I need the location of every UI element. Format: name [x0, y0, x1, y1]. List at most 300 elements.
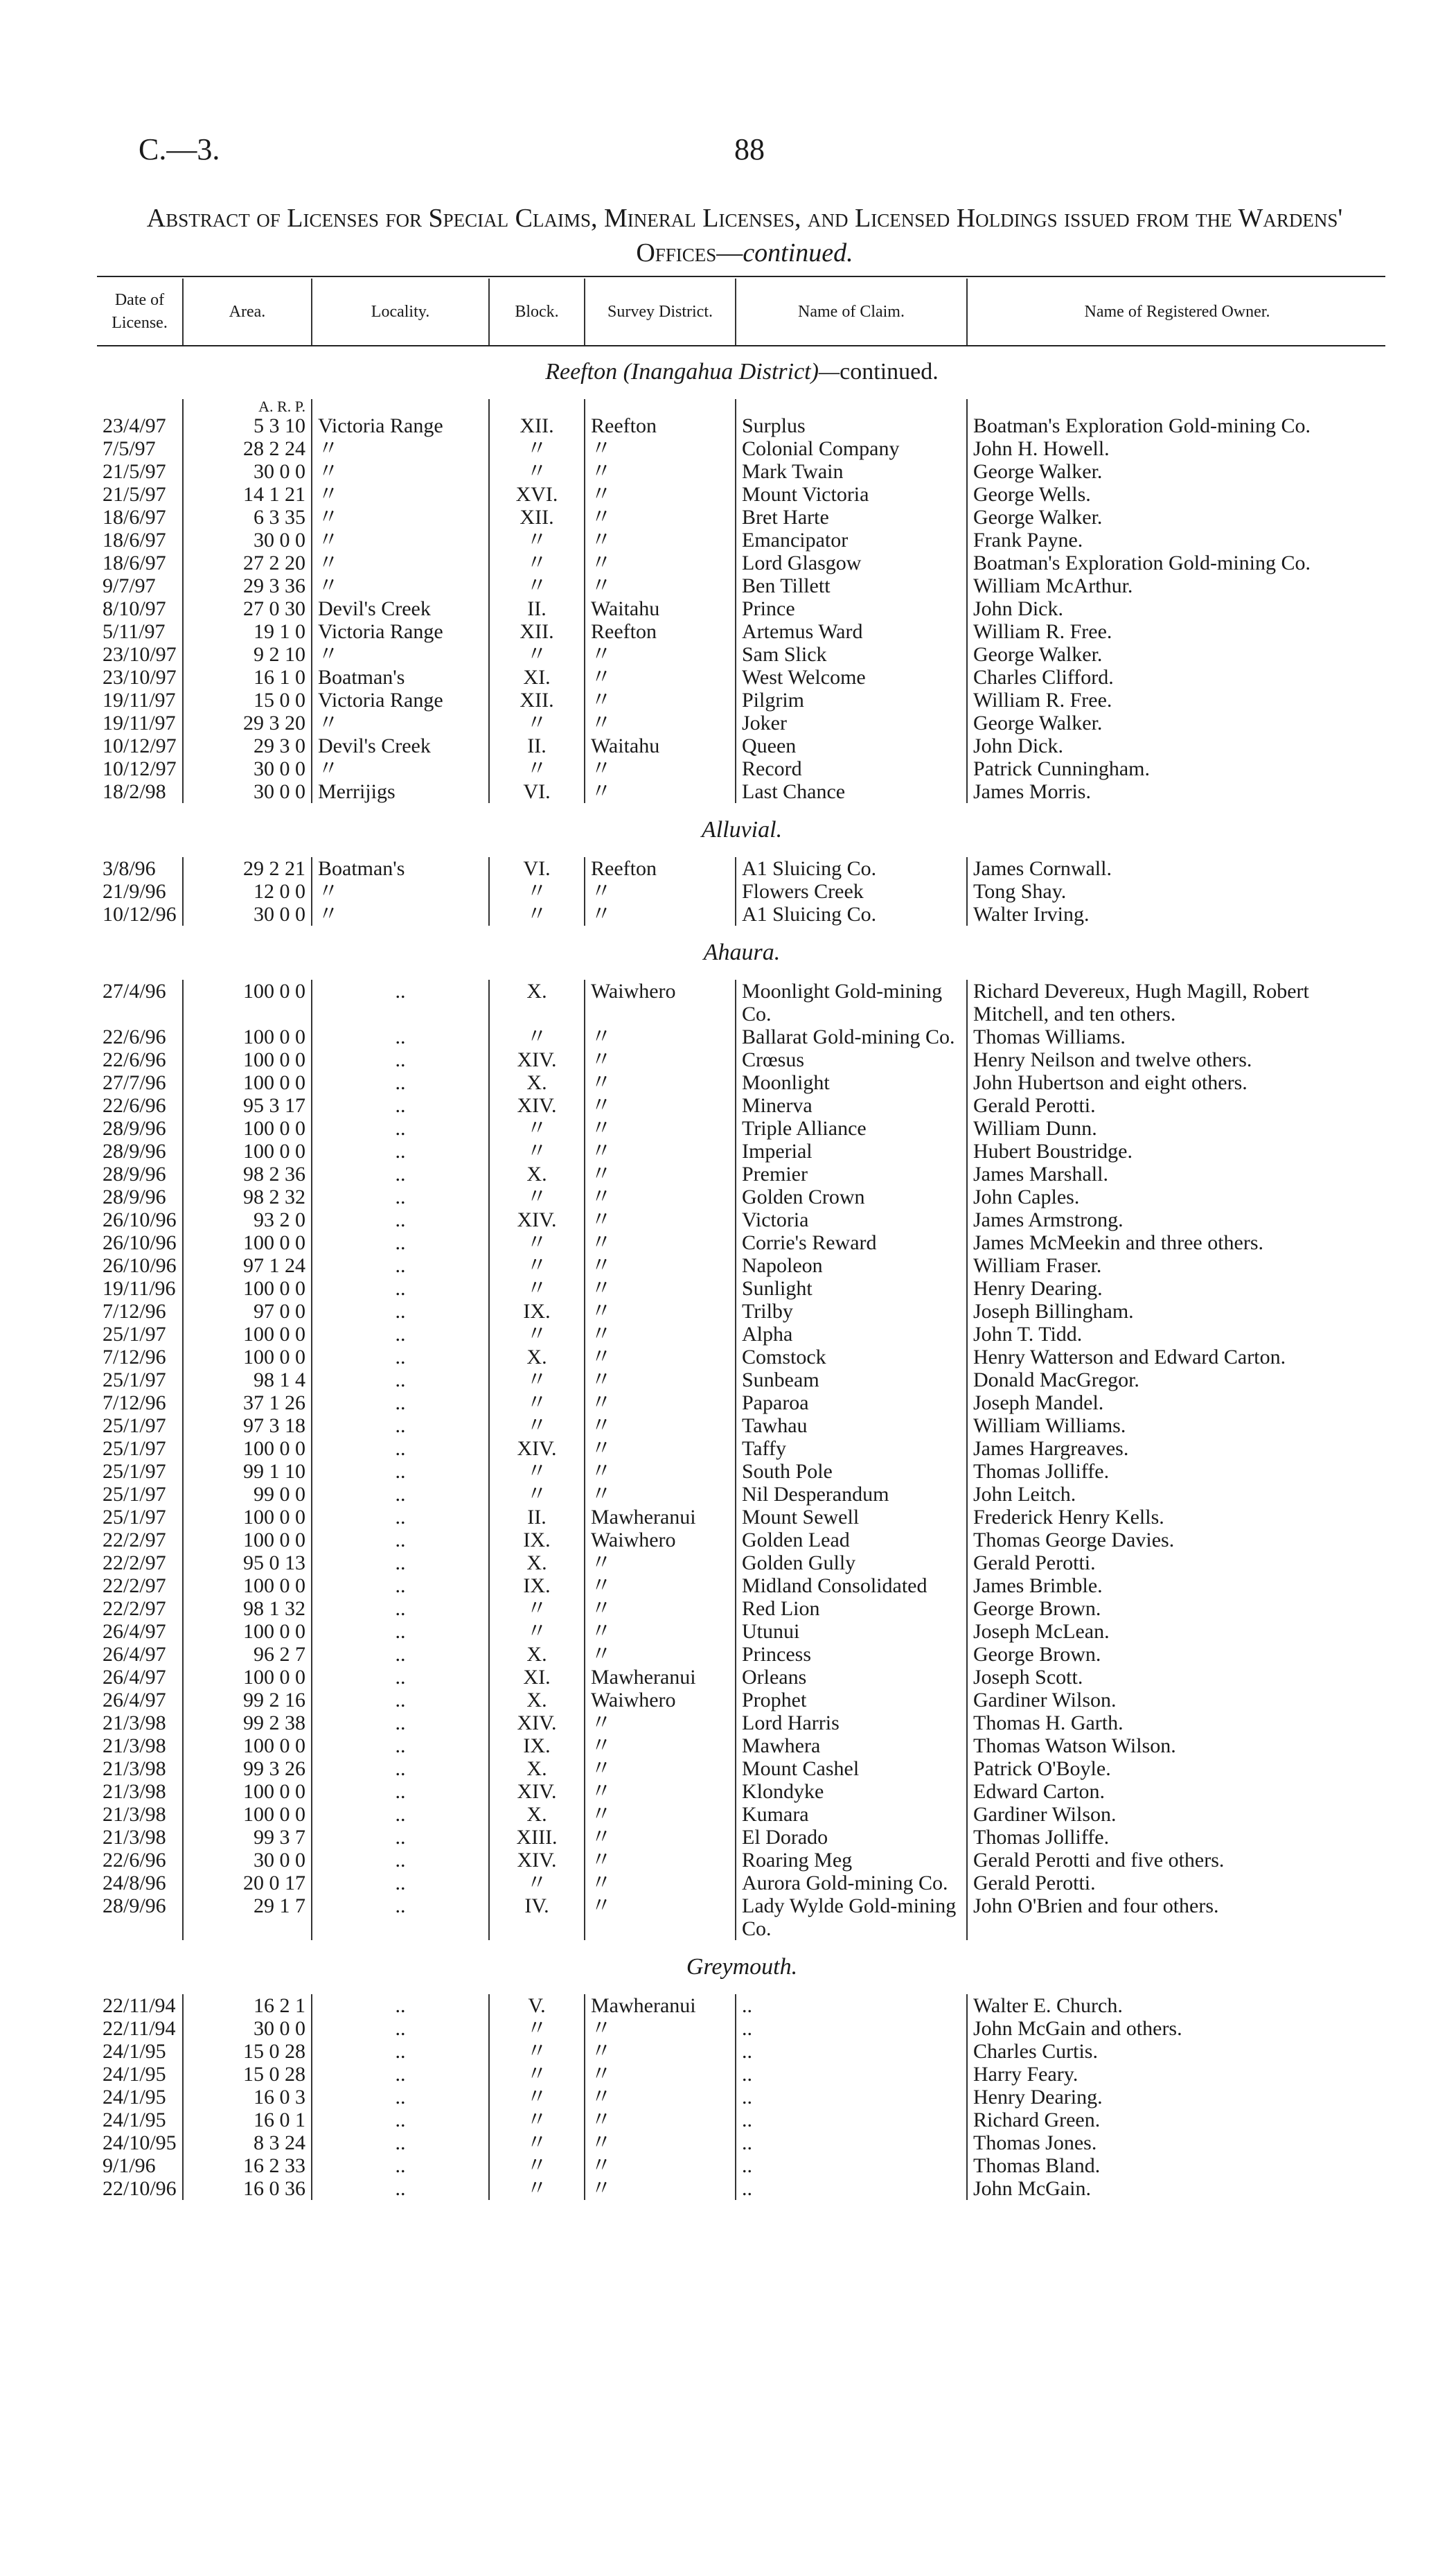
cell-owner: Boatman's Exploration Gold-mining Co. — [967, 414, 1387, 437]
cell-block: XII. — [489, 506, 585, 529]
area-units-cell — [312, 399, 489, 414]
cell-area: 30 0 0 — [183, 2017, 312, 2040]
cell-date: 26/4/97 — [103, 1666, 166, 1689]
col-header-area: Area. — [183, 279, 312, 345]
cell-area: 16 0 36 — [183, 2177, 312, 2200]
cell-date: 22/6/96 — [103, 1849, 166, 1872]
cell-locality: Victoria Range — [312, 414, 489, 437]
table-row — [97, 1780, 1387, 1803]
cell-block: 〃 — [489, 1186, 585, 1208]
cell-date: 22/10/96 — [103, 2177, 177, 2200]
cell-survey-district: Waitahu — [585, 734, 736, 757]
cell-locality: Boatman's — [312, 857, 489, 880]
cell-owner: James Brimble. — [967, 1574, 1387, 1597]
table-row — [97, 2063, 1387, 2086]
cell-locality: 〃 — [312, 483, 489, 506]
table-row — [97, 1048, 1387, 1071]
cell-survey-district: 〃 — [585, 1643, 736, 1666]
cell-area: 29 3 36 — [183, 574, 312, 597]
cell-claim-name: Queen — [736, 734, 967, 757]
cell-survey-district: Reefton — [585, 414, 736, 437]
cell-date: 22/11/94 — [103, 1994, 176, 2017]
area-units-cell — [489, 399, 585, 414]
cell-owner: James Armstrong. — [967, 1208, 1387, 1231]
cell-block: 〃 — [489, 2109, 585, 2131]
table-row — [97, 1208, 1387, 1231]
table-row — [97, 880, 1387, 903]
cell-survey-district: Mawheranui — [585, 1666, 736, 1689]
cell-area: 96 2 7 — [183, 1643, 312, 1666]
cell-locality: .. — [312, 1140, 489, 1163]
cell-survey-district: 〃 — [585, 1849, 736, 1872]
cell-owner: John Dick. — [967, 734, 1387, 757]
cell-date: 25/1/97 — [103, 1323, 166, 1346]
cell-block: XIV. — [489, 1094, 585, 1117]
cell-area: 20 0 17 — [183, 1872, 312, 1894]
cell-block: 〃 — [489, 2063, 585, 2086]
table-row — [97, 1231, 1387, 1254]
table-row — [97, 1483, 1387, 1506]
cell-owner: William Williams. — [967, 1414, 1387, 1437]
cell-date: 21/3/98 — [103, 1711, 166, 1734]
cell-owner: John H. Howell. — [967, 437, 1387, 460]
table-row — [97, 980, 1387, 1026]
table-row — [97, 1368, 1387, 1391]
cell-locality: 〃 — [312, 574, 489, 597]
cell-area: 100 0 0 — [183, 1529, 312, 1551]
cell-block: 〃 — [489, 1414, 585, 1437]
cell-date: 23/10/97 — [103, 643, 177, 666]
cell-owner: Thomas Bland. — [967, 2154, 1387, 2177]
cell-survey-district: 〃 — [585, 1071, 736, 1094]
cell-survey-district: 〃 — [585, 2109, 736, 2131]
cell-date: 28/9/96 — [103, 1140, 166, 1163]
cell-area: 100 0 0 — [183, 1231, 312, 1254]
cell-locality: .. — [312, 2040, 489, 2063]
section-heading-row — [97, 803, 1387, 857]
cell-block: 〃 — [489, 1391, 585, 1414]
cell-date: 27/4/96 — [103, 980, 166, 1003]
cell-locality: 〃 — [312, 880, 489, 903]
cell-locality: .. — [312, 1391, 489, 1414]
cell-block: VI. — [489, 857, 585, 880]
cell-locality: .. — [312, 1163, 489, 1186]
cell-block: II. — [489, 1506, 585, 1529]
cell-survey-district: 〃 — [585, 1094, 736, 1117]
cell-date: 27/7/96 — [103, 1071, 166, 1094]
cell-owner: Frederick Henry Kells. — [967, 1506, 1387, 1529]
table-row — [97, 734, 1387, 757]
cell-block: X. — [489, 1551, 585, 1574]
cell-area: 95 0 13 — [183, 1551, 312, 1574]
cell-date: 21/3/98 — [103, 1757, 166, 1780]
cell-claim-name: Victoria — [736, 1208, 967, 1231]
cell-date: 21/3/98 — [103, 1734, 166, 1757]
cell-date: 22/2/97 — [103, 1574, 166, 1597]
cell-locality: .. — [312, 1597, 489, 1620]
table-row — [97, 857, 1387, 880]
cell-locality: .. — [312, 1643, 489, 1666]
section-heading — [97, 1940, 1387, 1994]
cell-block: IX. — [489, 1574, 585, 1597]
cell-claim-name: Artemus Ward — [736, 620, 967, 643]
section-heading-row — [97, 345, 1387, 399]
table-row — [97, 529, 1387, 552]
cell-area: 12 0 0 — [183, 880, 312, 903]
cell-area: 100 0 0 — [183, 1574, 312, 1597]
section-heading-text: Reefton (Inangahua District)— — [545, 359, 840, 385]
col-header-date: Date of License. — [112, 291, 168, 332]
col-header-locality: Locality. — [312, 279, 489, 345]
cell-locality: .. — [312, 1780, 489, 1803]
cell-locality: 〃 — [312, 460, 489, 483]
cell-owner: James McMeekin and three others. — [967, 1231, 1387, 1254]
cell-locality: .. — [312, 1894, 489, 1940]
cell-area: 100 0 0 — [183, 1506, 312, 1529]
cell-area: 9 2 10 — [183, 643, 312, 666]
cell-block: XIV. — [489, 1208, 585, 1231]
cell-claim-name: Prophet — [736, 1689, 967, 1711]
cell-date: 22/2/97 — [103, 1597, 166, 1620]
cell-survey-district: 〃 — [585, 1186, 736, 1208]
cell-date: 22/6/96 — [103, 1048, 166, 1071]
cell-area: 15 0 28 — [183, 2040, 312, 2063]
area-units-cell — [97, 399, 183, 414]
table-row — [97, 1529, 1387, 1551]
cell-area: 97 3 18 — [183, 1414, 312, 1437]
cell-date: 21/5/97 — [103, 483, 166, 506]
table-row — [97, 1894, 1387, 1940]
table-row — [97, 1117, 1387, 1140]
cell-locality: .. — [312, 1094, 489, 1117]
cell-claim-name: Tawhau — [736, 1414, 967, 1437]
cell-block: 〃 — [489, 460, 585, 483]
cell-area: 100 0 0 — [183, 1071, 312, 1094]
cell-date: 10/12/97 — [103, 757, 177, 780]
cell-block: 〃 — [489, 1117, 585, 1140]
table-header — [97, 279, 1387, 345]
cell-owner: Frank Payne. — [967, 529, 1387, 552]
area-units-cell — [736, 399, 967, 414]
cell-block: 〃 — [489, 1323, 585, 1346]
cell-block: 〃 — [489, 1460, 585, 1483]
cell-owner: Thomas Jolliffe. — [967, 1826, 1387, 1849]
cell-area: 30 0 0 — [183, 780, 312, 803]
cell-owner: William R. Free. — [967, 689, 1387, 712]
cell-block: 〃 — [489, 1597, 585, 1620]
cell-date: 26/4/97 — [103, 1643, 166, 1666]
cell-area: 100 0 0 — [183, 1734, 312, 1757]
cell-claim-name: Paparoa — [736, 1391, 967, 1414]
cell-date: 7/12/96 — [103, 1300, 166, 1323]
cell-block: 〃 — [489, 643, 585, 666]
table-row — [97, 1186, 1387, 1208]
cell-locality: .. — [312, 1368, 489, 1391]
cell-block: 〃 — [489, 1231, 585, 1254]
cell-area: 100 0 0 — [183, 1026, 312, 1048]
cell-claim-name: Joker — [736, 712, 967, 734]
cell-owner: Boatman's Exploration Gold-mining Co. — [967, 552, 1387, 574]
cell-claim-name: Mount Victoria — [736, 483, 967, 506]
cell-locality: .. — [312, 980, 489, 1026]
cell-block: XIV. — [489, 1849, 585, 1872]
cell-date: 7/5/97 — [103, 437, 156, 460]
cell-block: IX. — [489, 1734, 585, 1757]
col-header-survey-district: Survey District. — [585, 279, 736, 345]
cell-locality: .. — [312, 1208, 489, 1231]
cell-date: 25/1/97 — [103, 1483, 166, 1506]
cell-survey-district: 〃 — [585, 1254, 736, 1277]
cell-area: 99 3 26 — [183, 1757, 312, 1780]
cell-claim-name: Ballarat Gold-mining Co. — [736, 1026, 967, 1048]
cell-claim-name: A1 Sluicing Co. — [736, 857, 967, 880]
cell-owner: Thomas Williams. — [967, 1026, 1387, 1048]
section-heading-text: Ahaura. — [703, 940, 781, 965]
cell-block: 〃 — [489, 1026, 585, 1048]
cell-claim-name: .. — [736, 2177, 967, 2200]
cell-owner: Patrick O'Boyle. — [967, 1757, 1387, 1780]
cell-date: 10/12/97 — [103, 734, 177, 757]
cell-locality: .. — [312, 1689, 489, 1711]
cell-owner: Henry Watterson and Edward Carton. — [967, 1346, 1387, 1368]
cell-area: 99 2 38 — [183, 1711, 312, 1734]
cell-claim-name: Minerva — [736, 1094, 967, 1117]
cell-date: 18/6/97 — [103, 506, 166, 529]
cell-survey-district: 〃 — [585, 552, 736, 574]
cell-locality: .. — [312, 1994, 489, 2017]
cell-locality: .. — [312, 1826, 489, 1849]
cell-date: 3/8/96 — [103, 857, 156, 880]
cell-block: 〃 — [489, 1620, 585, 1643]
cell-claim-name: Premier — [736, 1163, 967, 1186]
table-row — [97, 483, 1387, 506]
table-row — [97, 1849, 1387, 1872]
cell-area: 15 0 28 — [183, 2063, 312, 2086]
cell-claim-name: .. — [736, 1994, 967, 2017]
cell-date: 22/2/97 — [103, 1529, 166, 1551]
table-row — [97, 597, 1387, 620]
cell-owner: George Walker. — [967, 460, 1387, 483]
cell-owner: Thomas H. Garth. — [967, 1711, 1387, 1734]
cell-claim-name: Ben Tillett — [736, 574, 967, 597]
cell-area: 100 0 0 — [183, 1140, 312, 1163]
table-row — [97, 1323, 1387, 1346]
cell-locality: Devil's Creek — [312, 597, 489, 620]
cell-date: 24/1/95 — [103, 2086, 166, 2109]
cell-owner: James Hargreaves. — [967, 1437, 1387, 1460]
table-row — [97, 1643, 1387, 1666]
cell-claim-name: Kumara — [736, 1803, 967, 1826]
cell-area: 16 0 1 — [183, 2109, 312, 2131]
table-row — [97, 1140, 1387, 1163]
cell-claim-name: Sunlight — [736, 1277, 967, 1300]
table-row — [97, 1071, 1387, 1094]
cell-area: 100 0 0 — [183, 1277, 312, 1300]
cell-claim-name: Roaring Meg — [736, 1849, 967, 1872]
cell-survey-district: 〃 — [585, 712, 736, 734]
cell-claim-name: .. — [736, 2086, 967, 2109]
cell-block: 〃 — [489, 1483, 585, 1506]
cell-date: 24/1/95 — [103, 2040, 166, 2063]
cell-block: XIV. — [489, 1711, 585, 1734]
cell-block: XII. — [489, 620, 585, 643]
cell-block: XII. — [489, 414, 585, 437]
cell-survey-district: 〃 — [585, 1368, 736, 1391]
cell-block: 〃 — [489, 903, 585, 926]
cell-owner: George Walker. — [967, 712, 1387, 734]
cell-area: 99 3 7 — [183, 1826, 312, 1849]
cell-block: XIV. — [489, 1437, 585, 1460]
cell-survey-district: 〃 — [585, 1711, 736, 1734]
cell-owner: George Walker. — [967, 506, 1387, 529]
cell-area: 37 1 26 — [183, 1391, 312, 1414]
cell-owner: Joseph Mandel. — [967, 1391, 1387, 1414]
cell-survey-district: 〃 — [585, 506, 736, 529]
cell-block: 〃 — [489, 2154, 585, 2177]
cell-date: 22/2/97 — [103, 1551, 166, 1574]
cell-block: X. — [489, 1163, 585, 1186]
cell-owner: John Leitch. — [967, 1483, 1387, 1506]
cell-block: II. — [489, 734, 585, 757]
cell-date: 21/3/98 — [103, 1780, 166, 1803]
cell-owner: Harry Feary. — [967, 2063, 1387, 2086]
cell-date: 19/11/96 — [103, 1277, 176, 1300]
cell-area: 100 0 0 — [183, 1048, 312, 1071]
cell-claim-name: Lord Glasgow — [736, 552, 967, 574]
cell-claim-name: Record — [736, 757, 967, 780]
cell-area: 5 3 10 — [183, 414, 312, 437]
table-row — [97, 460, 1387, 483]
cell-date: 21/9/96 — [103, 880, 166, 903]
table-row — [97, 1460, 1387, 1483]
table-row — [97, 1872, 1387, 1894]
cell-date: 26/10/96 — [103, 1208, 177, 1231]
cell-date: 26/4/97 — [103, 1689, 166, 1711]
table-row — [97, 574, 1387, 597]
cell-date: 19/11/97 — [103, 689, 176, 712]
cell-claim-name: .. — [736, 2017, 967, 2040]
cell-survey-district: 〃 — [585, 1346, 736, 1368]
cell-area: 95 3 17 — [183, 1094, 312, 1117]
cell-block: XIV. — [489, 1048, 585, 1071]
cell-owner: Thomas Jones. — [967, 2131, 1387, 2154]
table-row — [97, 757, 1387, 780]
cell-block: 〃 — [489, 2017, 585, 2040]
cell-survey-district: 〃 — [585, 1026, 736, 1048]
table-row — [97, 712, 1387, 734]
cell-owner: George Brown. — [967, 1597, 1387, 1620]
cell-locality: .. — [312, 1574, 489, 1597]
cell-date: 19/11/97 — [103, 712, 176, 734]
cell-claim-name: Emancipator — [736, 529, 967, 552]
section-heading — [97, 926, 1387, 980]
table-row — [97, 2109, 1387, 2131]
cell-area: 30 0 0 — [183, 903, 312, 926]
cell-block: 〃 — [489, 1140, 585, 1163]
cell-survey-district: 〃 — [585, 2086, 736, 2109]
table-row — [97, 903, 1387, 926]
cell-claim-name: Golden Lead — [736, 1529, 967, 1551]
section-heading-text: Greymouth. — [686, 1954, 798, 1980]
cell-locality: 〃 — [312, 903, 489, 926]
cell-survey-district: 〃 — [585, 689, 736, 712]
cell-owner: John McGain and others. — [967, 2017, 1387, 2040]
col-header-block: Block. — [489, 279, 585, 345]
section-heading — [97, 803, 1387, 857]
cell-block: 〃 — [489, 2040, 585, 2063]
cell-claim-name: Last Chance — [736, 780, 967, 803]
cell-locality: .. — [312, 1071, 489, 1094]
cell-owner: Henry Neilson and twelve others. — [967, 1048, 1387, 1071]
cell-date: 25/1/97 — [103, 1414, 166, 1437]
cell-block: 〃 — [489, 574, 585, 597]
table-row — [97, 1711, 1387, 1734]
cell-date: 22/11/94 — [103, 2017, 176, 2040]
cell-claim-name: Moonlight — [736, 1071, 967, 1094]
area-units-row — [97, 399, 1387, 414]
section-heading — [97, 345, 1387, 399]
cell-claim-name: Colonial Company — [736, 437, 967, 460]
cell-survey-district: 〃 — [585, 1620, 736, 1643]
col-header-owner: Name of Registered Owner. — [967, 279, 1387, 345]
cell-locality: .. — [312, 1048, 489, 1071]
cell-claim-name: Lady Wylde Gold-mining Co. — [736, 1894, 967, 1940]
cell-area: 100 0 0 — [183, 1323, 312, 1346]
cell-date: 28/9/96 — [103, 1117, 166, 1140]
cell-date: 28/9/96 — [103, 1163, 166, 1186]
header-rule-top — [97, 276, 1385, 277]
cell-area: 19 1 0 — [183, 620, 312, 643]
cell-area: 16 1 0 — [183, 666, 312, 689]
cell-block: XVI. — [489, 483, 585, 506]
cell-locality: .. — [312, 1483, 489, 1506]
cell-survey-district: 〃 — [585, 903, 736, 926]
cell-area: 27 0 30 — [183, 597, 312, 620]
cell-owner: Henry Dearing. — [967, 2086, 1387, 2109]
cell-claim-name: Prince — [736, 597, 967, 620]
page-number: 88 — [734, 132, 765, 166]
cell-survey-district: Reefton — [585, 620, 736, 643]
cell-claim-name: Napoleon — [736, 1254, 967, 1277]
cell-owner: Richard Green. — [967, 2109, 1387, 2131]
cell-block: 〃 — [489, 880, 585, 903]
cell-claim-name: Mawhera — [736, 1734, 967, 1757]
cell-area: 93 2 0 — [183, 1208, 312, 1231]
cell-owner: Walter Irving. — [967, 903, 1387, 926]
cell-owner: James Marshall. — [967, 1163, 1387, 1186]
table-body — [97, 345, 1387, 2200]
cell-claim-name: Flowers Creek — [736, 880, 967, 903]
cell-locality: 〃 — [312, 757, 489, 780]
table-row — [97, 552, 1387, 574]
cell-owner: Donald MacGregor. — [967, 1368, 1387, 1391]
cell-owner: John McGain. — [967, 2177, 1387, 2200]
table-row — [97, 643, 1387, 666]
cell-owner: Gerald Perotti. — [967, 1094, 1387, 1117]
cell-survey-district: 〃 — [585, 1574, 736, 1597]
cell-locality: .. — [312, 1872, 489, 1894]
cell-area: 30 0 0 — [183, 460, 312, 483]
cell-claim-name: .. — [736, 2063, 967, 2086]
cell-survey-district: 〃 — [585, 2177, 736, 2200]
cell-area: 98 2 36 — [183, 1163, 312, 1186]
cell-block: 〃 — [489, 1277, 585, 1300]
cell-survey-district: 〃 — [585, 1048, 736, 1071]
cell-claim-name: South Pole — [736, 1460, 967, 1483]
cell-block: X. — [489, 1643, 585, 1666]
cell-block: 〃 — [489, 1368, 585, 1391]
cell-locality: Victoria Range — [312, 689, 489, 712]
